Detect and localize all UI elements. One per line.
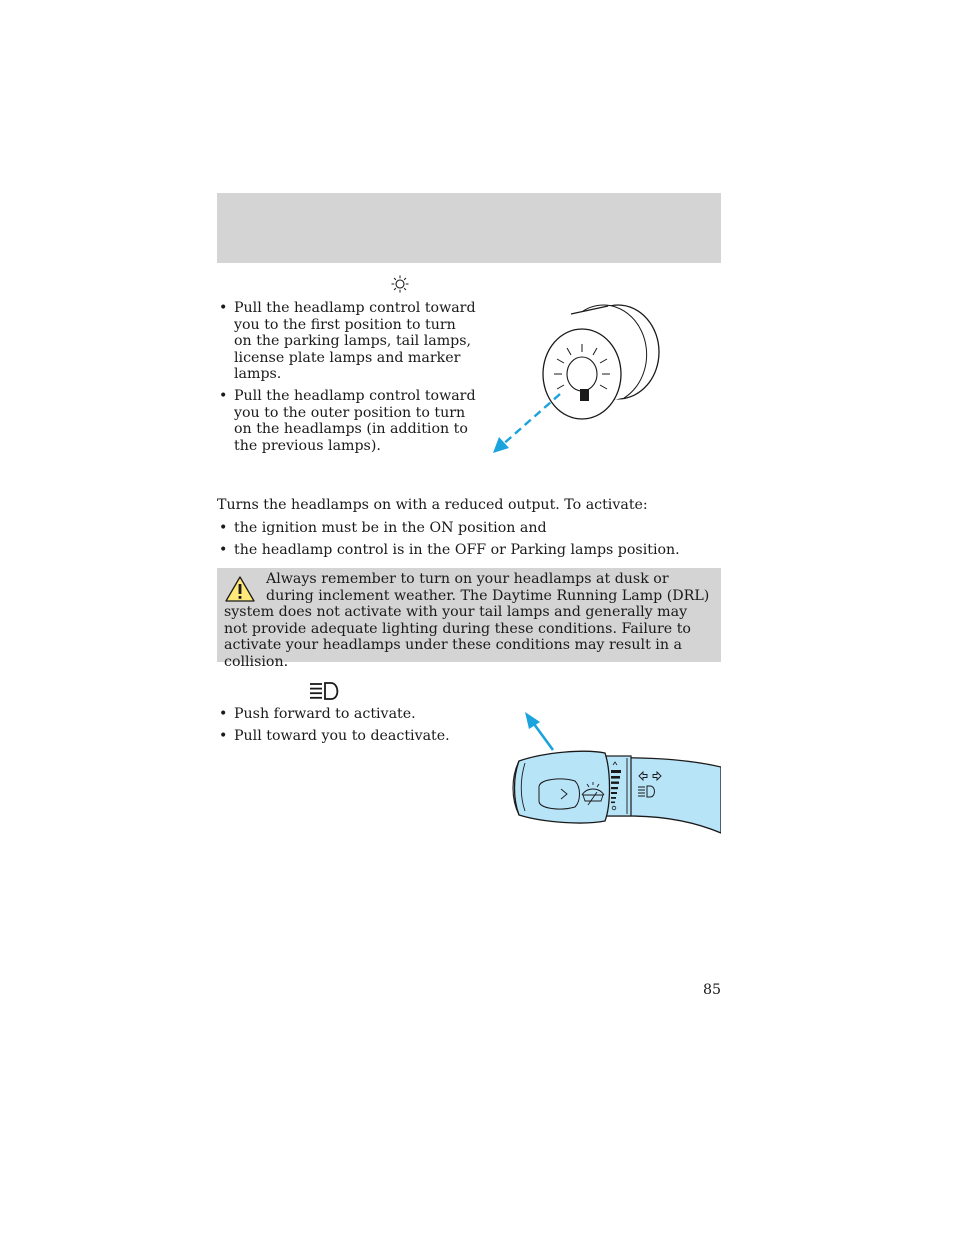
push-arrow-shaft	[534, 724, 553, 750]
warning-text: Always remember to turn on your headlamps at dusk or during inclement weather. The Daytime Running Lamp (DRL) system does not activate with your tail lamps and generally may not provide adequate lighting during these conditions. Failure to activate your headlamps under these conditions may result in a collision.	[224, 571, 710, 670]
list-item: • the headlamp control is in the OFF or Parking lamps position.	[217, 542, 721, 559]
push-arrow-head	[525, 712, 540, 729]
drl-bullet-list	[217, 520, 721, 564]
header-band	[217, 193, 721, 263]
list-item: • the ignition must be in the ON position and	[217, 520, 721, 537]
sun-icon	[391, 275, 409, 293]
list-item: • Push forward to activate.	[217, 706, 477, 723]
list-item: • Pull toward you to deactivate.	[217, 728, 477, 745]
page-number: 85	[702, 982, 721, 998]
headlamp-bullet-list	[217, 300, 477, 460]
list-item: • Pull the headlamp control toward you to the first position to turn on the parking lamps, tail lamps, license plate lamps and marker lamps.	[217, 300, 477, 383]
multifunction-stalk-illustration	[505, 705, 721, 835]
knob-center	[567, 357, 597, 391]
wash-button	[539, 779, 580, 809]
knob-pointer	[580, 389, 589, 401]
headlamp-knob-illustration	[487, 298, 667, 458]
high-beam-bullet-list	[217, 706, 477, 750]
warning-triangle-icon	[224, 575, 256, 603]
pull-arrow-head	[493, 437, 509, 453]
list-item: • Pull the headlamp control toward you to the outer position to turn on the headlamps (in addition to the previous lamps).	[217, 388, 477, 454]
warning-box	[217, 568, 721, 670]
high-beam-icon	[309, 681, 341, 701]
drl-intro: Turns the headlamps on with a reduced output. To activate:	[217, 497, 648, 513]
